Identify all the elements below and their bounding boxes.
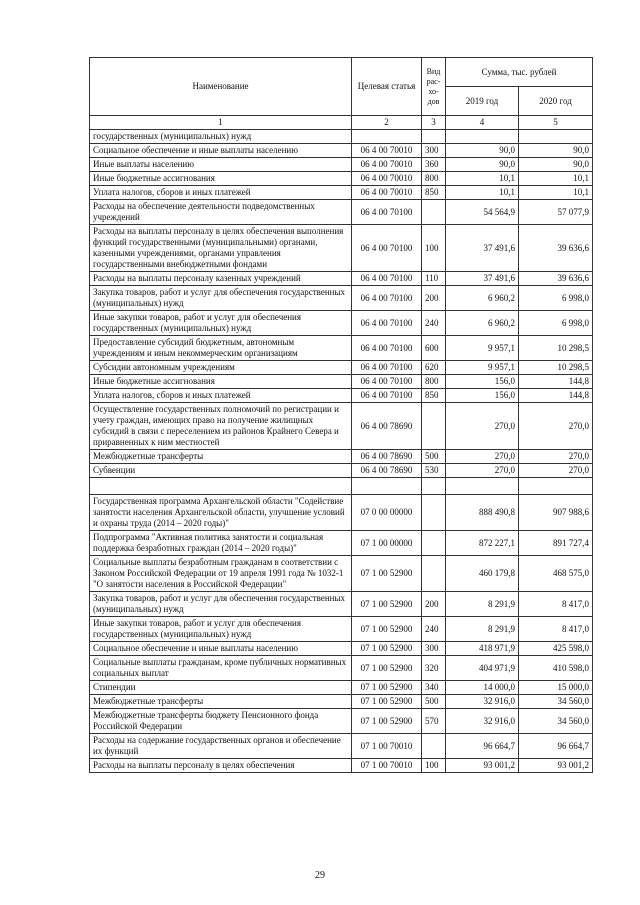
row-amount-2019: 9 957,1 (446, 361, 519, 375)
row-amount-2019: 8 291,9 (446, 617, 519, 642)
row-target-code: 07 1 00 52900 (352, 617, 422, 642)
row-target-code: 06 4 00 78690 (352, 403, 422, 450)
header-2019: 2019 год (446, 87, 519, 116)
row-name: Межбюджетные трансферты (90, 450, 352, 464)
row-amount-2019: 10,1 (446, 172, 519, 186)
row-name: Закупка товаров, работ и услуг для обеспечения государственных (муниципальных) нужд (90, 592, 352, 617)
table-row (90, 311, 593, 336)
row-name: Межбюджетные трансферты бюджету Пенсионного фонда Российской Федерации (90, 709, 352, 734)
row-expense-type: 340 (422, 681, 446, 695)
row-amount-2019 (446, 478, 519, 495)
row-amount-2020: 10,1 (519, 186, 593, 200)
row-amount-2020 (519, 478, 593, 495)
row-expense-type (422, 734, 446, 759)
row-amount-2020: 96 664,7 (519, 734, 593, 759)
row-amount-2019: 37 491,6 (446, 272, 519, 286)
table-row (90, 734, 593, 759)
header-vid-line: Вид (426, 66, 441, 76)
table-row (90, 531, 593, 556)
row-name: Стипендии (90, 681, 352, 695)
row-amount-2020: 270,0 (519, 403, 593, 450)
row-expense-type: 320 (422, 656, 446, 681)
row-amount-2020: 270,0 (519, 464, 593, 478)
header-vid-line: хо- (428, 86, 439, 96)
row-expense-type: 110 (422, 272, 446, 286)
row-name: Осуществление государственных полномочий по регистрации и учету граждан, имеющих право на получение жилищных субсидий в связи с переселением из районов Крайнего Севера и приравненных к ним местностей (90, 403, 352, 450)
row-name: Иные выплаты населению (90, 158, 352, 172)
row-target-code: 07 1 00 52900 (352, 556, 422, 592)
table-row (90, 336, 593, 361)
row-amount-2020: 10,1 (519, 172, 593, 186)
row-amount-2019: 156,0 (446, 375, 519, 389)
row-expense-type: 850 (422, 186, 446, 200)
row-name: Расходы на выплаты персоналу в целях обеспечения (90, 759, 352, 773)
row-amount-2019: 418 971,9 (446, 642, 519, 656)
row-target-code: 07 1 00 52900 (352, 592, 422, 617)
row-name: Подпрограмма "Активная политика занятости и социальная поддержка безработных граждан (2014 – 2020 годы)" (90, 531, 352, 556)
row-amount-2019: 8 291,9 (446, 592, 519, 617)
row-name: Иные бюджетные ассигнования (90, 172, 352, 186)
row-amount-2020 (519, 130, 593, 144)
row-amount-2019: 6 960,2 (446, 311, 519, 336)
table-row (90, 186, 593, 200)
row-amount-2020: 10 298,5 (519, 336, 593, 361)
row-amount-2020: 34 560,0 (519, 709, 593, 734)
row-target-code: 07 1 00 70010 (352, 734, 422, 759)
row-name: Иные закупки товаров, работ и услуг для обеспечения государственных (муниципальных) нужд (90, 617, 352, 642)
row-target-code (352, 478, 422, 495)
row-amount-2020: 93 001,2 (519, 759, 593, 773)
row-expense-type: 570 (422, 709, 446, 734)
budget-table (89, 57, 593, 773)
row-amount-2019: 10,1 (446, 186, 519, 200)
row-amount-2020: 6 998,0 (519, 286, 593, 311)
header-target: Целевая статья (352, 58, 422, 116)
row-target-code: 06 4 00 70010 (352, 158, 422, 172)
row-amount-2019: 872 227,1 (446, 531, 519, 556)
row-target-code: 06 4 00 70010 (352, 172, 422, 186)
header-sum: Сумма, тыс. рублей (446, 58, 593, 87)
row-expense-type: 300 (422, 642, 446, 656)
row-amount-2020: 39 636,6 (519, 272, 593, 286)
row-amount-2019: 93 001,2 (446, 759, 519, 773)
row-expense-type: 500 (422, 450, 446, 464)
row-expense-type: 600 (422, 336, 446, 361)
header-col-number: 5 (519, 116, 593, 130)
row-expense-type (422, 478, 446, 495)
row-expense-type (422, 200, 446, 225)
row-expense-type: 300 (422, 144, 446, 158)
row-amount-2020: 10 298,5 (519, 361, 593, 375)
row-amount-2019: 37 491,6 (446, 225, 519, 272)
row-amount-2020: 34 560,0 (519, 695, 593, 709)
table-row (90, 592, 593, 617)
row-target-code: 06 4 00 70100 (352, 311, 422, 336)
row-target-code: 07 1 00 52900 (352, 642, 422, 656)
row-target-code: 07 1 00 52900 (352, 695, 422, 709)
header-col-number: 3 (422, 116, 446, 130)
header-vid (422, 58, 446, 116)
row-target-code: 07 1 00 52900 (352, 656, 422, 681)
table-row (90, 709, 593, 734)
row-amount-2020: 6 998,0 (519, 311, 593, 336)
row-amount-2020: 39 636,6 (519, 225, 593, 272)
row-expense-type (422, 130, 446, 144)
header-2020: 2020 год (519, 87, 593, 116)
row-target-code: 06 4 00 70100 (352, 225, 422, 272)
table-row (90, 158, 593, 172)
row-expense-type: 360 (422, 158, 446, 172)
table-row (90, 389, 593, 403)
row-target-code: 07 1 00 52900 (352, 709, 422, 734)
row-name: Предоставление субсидий бюджетным, автономным учреждениям и иным некоммерческим организациям (90, 336, 352, 361)
row-amount-2019: 270,0 (446, 450, 519, 464)
row-amount-2020: 468 575,0 (519, 556, 593, 592)
table-row (90, 172, 593, 186)
row-amount-2019: 156,0 (446, 389, 519, 403)
row-amount-2020: 15 000,0 (519, 681, 593, 695)
table-row (90, 695, 593, 709)
row-expense-type: 800 (422, 375, 446, 389)
header-col-number: 4 (446, 116, 519, 130)
table-row (90, 656, 593, 681)
row-name (90, 478, 352, 495)
row-target-code: 06 4 00 78690 (352, 450, 422, 464)
row-expense-type (422, 556, 446, 592)
row-expense-type (422, 495, 446, 531)
table-row (90, 200, 593, 225)
table-row (90, 403, 593, 450)
row-amount-2020: 425 598,0 (519, 642, 593, 656)
row-target-code: 07 0 00 00000 (352, 495, 422, 531)
table-row (90, 450, 593, 464)
row-amount-2019: 32 916,0 (446, 709, 519, 734)
row-name: Уплата налогов, сборов и иных платежей (90, 186, 352, 200)
page-number: 29 (315, 870, 325, 881)
row-name: государственных (муниципальных) нужд (90, 130, 352, 144)
row-target-code: 06 4 00 78690 (352, 464, 422, 478)
row-target-code: 06 4 00 70100 (352, 272, 422, 286)
row-name: Иные бюджетные ассигнования (90, 375, 352, 389)
row-expense-type: 100 (422, 225, 446, 272)
row-target-code: 06 4 00 70100 (352, 361, 422, 375)
row-expense-type: 100 (422, 759, 446, 773)
row-amount-2020: 8 417,0 (519, 617, 593, 642)
row-expense-type: 500 (422, 695, 446, 709)
row-amount-2020: 270,0 (519, 450, 593, 464)
table-row (90, 130, 593, 144)
row-amount-2019: 460 179,8 (446, 556, 519, 592)
row-amount-2019: 270,0 (446, 403, 519, 450)
row-target-code: 06 4 00 70100 (352, 200, 422, 225)
header-vid-line: рас- (426, 76, 441, 86)
row-expense-type: 800 (422, 172, 446, 186)
row-amount-2019: 90,0 (446, 158, 519, 172)
row-name: Расходы на содержание государственных органов и обеспечение их функций (90, 734, 352, 759)
row-target-code: 06 4 00 70010 (352, 186, 422, 200)
row-target-code (352, 130, 422, 144)
row-amount-2019: 54 564,9 (446, 200, 519, 225)
row-amount-2020: 90,0 (519, 158, 593, 172)
row-target-code: 07 1 00 00000 (352, 531, 422, 556)
row-expense-type: 200 (422, 592, 446, 617)
row-amount-2019: 888 490,8 (446, 495, 519, 531)
table-row (90, 759, 593, 773)
row-name: Социальное обеспечение и иные выплаты населению (90, 144, 352, 158)
row-target-code: 06 4 00 70100 (352, 336, 422, 361)
table-row (90, 495, 593, 531)
row-name: Расходы на выплаты персоналу в целях обеспечения выполнения функций государственными (муниципальными) органами, казенными учреждениями, органами управления государственными внебюджетными фондами (90, 225, 352, 272)
row-name: Социальное обеспечение и иные выплаты населению (90, 642, 352, 656)
row-expense-type: 240 (422, 311, 446, 336)
row-amount-2020: 8 417,0 (519, 592, 593, 617)
table-row (90, 272, 593, 286)
row-amount-2019: 32 916,0 (446, 695, 519, 709)
row-expense-type: 240 (422, 617, 446, 642)
table-row (90, 375, 593, 389)
row-expense-type (422, 531, 446, 556)
table-row (90, 361, 593, 375)
row-name: Субвенции (90, 464, 352, 478)
table-row (90, 617, 593, 642)
header-col-number: 1 (90, 116, 352, 130)
row-target-code: 06 4 00 70010 (352, 144, 422, 158)
row-expense-type (422, 403, 446, 450)
row-amount-2019: 96 664,7 (446, 734, 519, 759)
row-amount-2020: 90,0 (519, 144, 593, 158)
table-row (90, 144, 593, 158)
table-row (90, 478, 593, 495)
header-col-number: 2 (352, 116, 422, 130)
row-name: Иные закупки товаров, работ и услуг для обеспечения государственных (муниципальных) нужд (90, 311, 352, 336)
row-amount-2020: 410 598,0 (519, 656, 593, 681)
table-body (90, 130, 593, 773)
row-amount-2019: 6 960,2 (446, 286, 519, 311)
row-name: Закупка товаров, работ и услуг для обеспечения государственных (муниципальных) нужд (90, 286, 352, 311)
row-amount-2019: 14 000,0 (446, 681, 519, 695)
row-amount-2020: 144,8 (519, 375, 593, 389)
row-expense-type: 850 (422, 389, 446, 403)
row-target-code: 07 1 00 52900 (352, 681, 422, 695)
row-amount-2019: 270,0 (446, 464, 519, 478)
row-amount-2019: 90,0 (446, 144, 519, 158)
row-amount-2020: 907 988,6 (519, 495, 593, 531)
row-name: Межбюджетные трансферты (90, 695, 352, 709)
table-row (90, 642, 593, 656)
row-target-code: 07 1 00 70010 (352, 759, 422, 773)
row-name: Государственная программа Архангельской области "Содействие занятости населения Архангельской области, улучшение условий и охраны труда (2014 – 2020 годы)" (90, 495, 352, 531)
row-target-code: 06 4 00 70100 (352, 375, 422, 389)
row-expense-type: 530 (422, 464, 446, 478)
row-name: Расходы на выплаты персоналу казенных учреждений (90, 272, 352, 286)
row-amount-2019 (446, 130, 519, 144)
table-row (90, 286, 593, 311)
header-vid-line: дов (427, 96, 440, 106)
row-name: Уплата налогов, сборов и иных платежей (90, 389, 352, 403)
row-amount-2019: 404 971,9 (446, 656, 519, 681)
row-name: Социальные выплаты гражданам, кроме публичных нормативных социальных выплат (90, 656, 352, 681)
row-target-code: 06 4 00 70100 (352, 389, 422, 403)
row-name: Социальные выплаты безработным гражданам в соответствии с Законом Российской Федерации от 19 апреля 1991 года № 1032-1 "О занятости населения в Российской Федерации" (90, 556, 352, 592)
table-row (90, 225, 593, 272)
table-row (90, 464, 593, 478)
row-name: Субсидии автономным учреждениям (90, 361, 352, 375)
row-amount-2019: 9 957,1 (446, 336, 519, 361)
row-name: Расходы на обеспечение деятельности подведомственных учреждений (90, 200, 352, 225)
table-row (90, 681, 593, 695)
row-amount-2020: 891 727,4 (519, 531, 593, 556)
row-expense-type: 200 (422, 286, 446, 311)
row-target-code: 06 4 00 70100 (352, 286, 422, 311)
header-name: Наименование (90, 58, 352, 116)
row-amount-2020: 57 077,9 (519, 200, 593, 225)
row-expense-type: 620 (422, 361, 446, 375)
row-amount-2020: 144,8 (519, 389, 593, 403)
table-row (90, 556, 593, 592)
